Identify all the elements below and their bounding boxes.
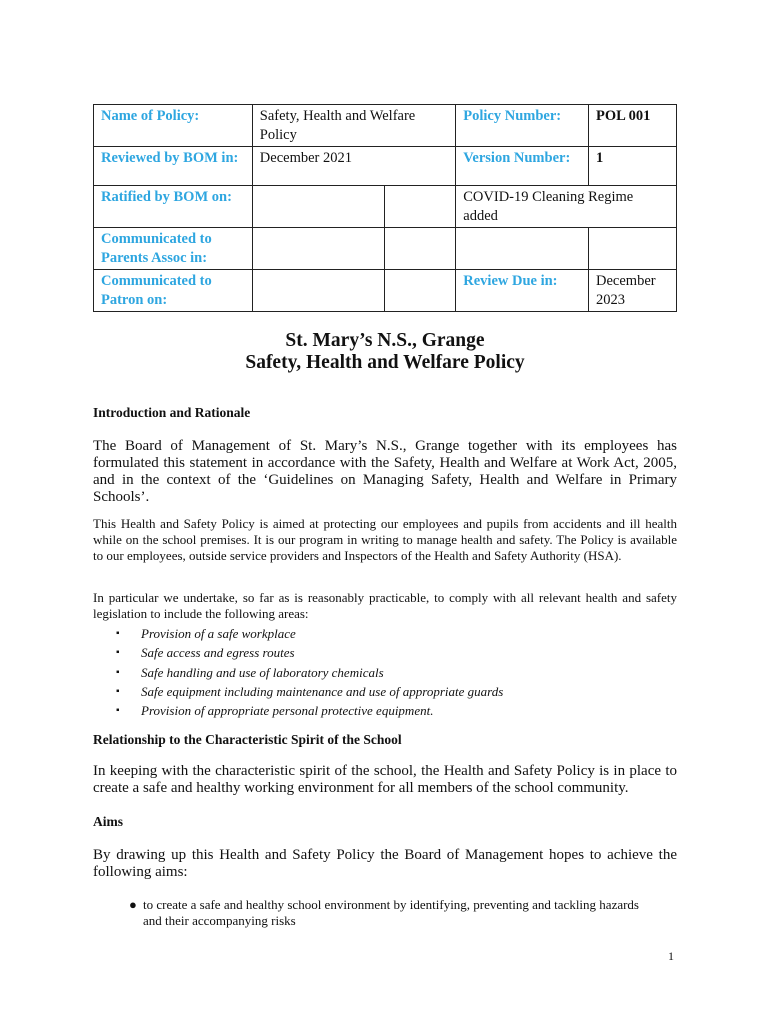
school-name-title: St. Mary’s N.S., Grange [285, 330, 485, 351]
legislation-areas-list [93, 624, 503, 720]
aims-heading: Aims [93, 814, 123, 829]
empty-cell [589, 228, 677, 270]
communicated-to-parents-label: Communicated to Parents Assoc in: [94, 228, 253, 270]
empty-cell [456, 228, 589, 270]
bullet-icon: ● [129, 897, 137, 912]
review-due-value: December 2023 [589, 270, 677, 312]
page-number: 1 [668, 949, 674, 963]
bullet-icon: ▪ [116, 628, 120, 639]
table-row [94, 186, 677, 228]
empty-cell [252, 270, 385, 312]
empty-cell [385, 270, 456, 312]
empty-cell [385, 186, 456, 228]
list-item [93, 663, 503, 682]
aims-paragraph: By drawing up this Health and Safety Policy the Board of Management hopes to achieve the following aims: [93, 847, 677, 880]
name-of-policy-value: Safety, Health and Welfare Policy [252, 105, 455, 147]
empty-cell [385, 228, 456, 270]
relationship-heading: Relationship to the Characteristic Spirit of the School [93, 732, 402, 747]
ratified-by-bom-label: Ratified by BOM on: [94, 186, 253, 228]
policy-info-table [93, 104, 677, 312]
policy-title: Safety, Health and Welfare Policy [245, 352, 525, 373]
list-item [93, 701, 503, 720]
bullet-icon: ▪ [116, 647, 120, 659]
bullet-icon: ▪ [116, 666, 120, 678]
list-item-text: Safe handling and use of laboratory chemicals [141, 664, 384, 680]
intro-paragraph-1: The Board of Management of St. Mary’s N.S., Grange together with its employees has formulated this statement in accordance with the Safety, Health and Welfare at Work Act, 2005, and in the context of the ‘Guidelines on Managing Safety, Health and Welfare in Primary Schools’. [93, 438, 677, 505]
list-item [93, 643, 503, 662]
ratified-note: COVID-19 Cleaning Regime added [456, 186, 677, 228]
list-item-text: Provision of a safe workplace [141, 626, 296, 641]
list-item-text: Safe equipment including maintenance and use of appropriate guards [141, 683, 504, 699]
version-number-value: 1 [589, 147, 677, 186]
table-row [94, 228, 677, 270]
table-row [94, 105, 677, 147]
table-row [94, 147, 677, 186]
list-item-text: Safe access and egress routes [141, 645, 295, 661]
name-of-policy-label: Name of Policy: [94, 105, 253, 147]
list-item [93, 682, 503, 701]
intro-paragraph-3: In particular we undertake, so far as is reasonably practicable, to comply with all relevant health and safety legislation to include the following areas: [93, 590, 677, 621]
list-item-text: Provision of appropriate personal protective equipment. [141, 703, 434, 719]
communicated-to-patron-label: Communicated to Patron on: [94, 270, 253, 312]
intro-heading: Introduction and Rationale [93, 405, 251, 420]
version-number-label: Version Number: [456, 147, 589, 186]
bullet-icon: ▪ [116, 685, 120, 697]
policy-number-value: POL 001 [589, 105, 677, 147]
reviewed-by-bom-value: December 2021 [252, 147, 455, 186]
table-row [94, 270, 677, 312]
aim-text: to create a safe and healthy school environment by identifying, preventing and tackling hazards and their accompanying risks [143, 897, 639, 928]
relationship-paragraph: In keeping with the characteristic spirit of the school, the Health and Safety Policy is in place to create a safe and healthy working environment for all members of the school community. [93, 763, 677, 796]
reviewed-by-bom-label: Reviewed by BOM in: [94, 147, 253, 186]
aim-list-item [129, 897, 649, 929]
list-item [93, 624, 503, 643]
policy-number-label: Policy Number: [456, 105, 589, 147]
empty-cell [252, 228, 385, 270]
bullet-icon: ▪ [116, 705, 120, 717]
empty-cell [252, 186, 385, 228]
intro-paragraph-2: This Health and Safety Policy is aimed at protecting our employees and pupils from accidents and ill health while on the school premises. It is our program in writing to manage health and safety. The Policy is available to our employees, outside service providers and Inspectors of the Health and Safety Authority (HSA). [93, 516, 677, 563]
review-due-label: Review Due in: [456, 270, 589, 312]
